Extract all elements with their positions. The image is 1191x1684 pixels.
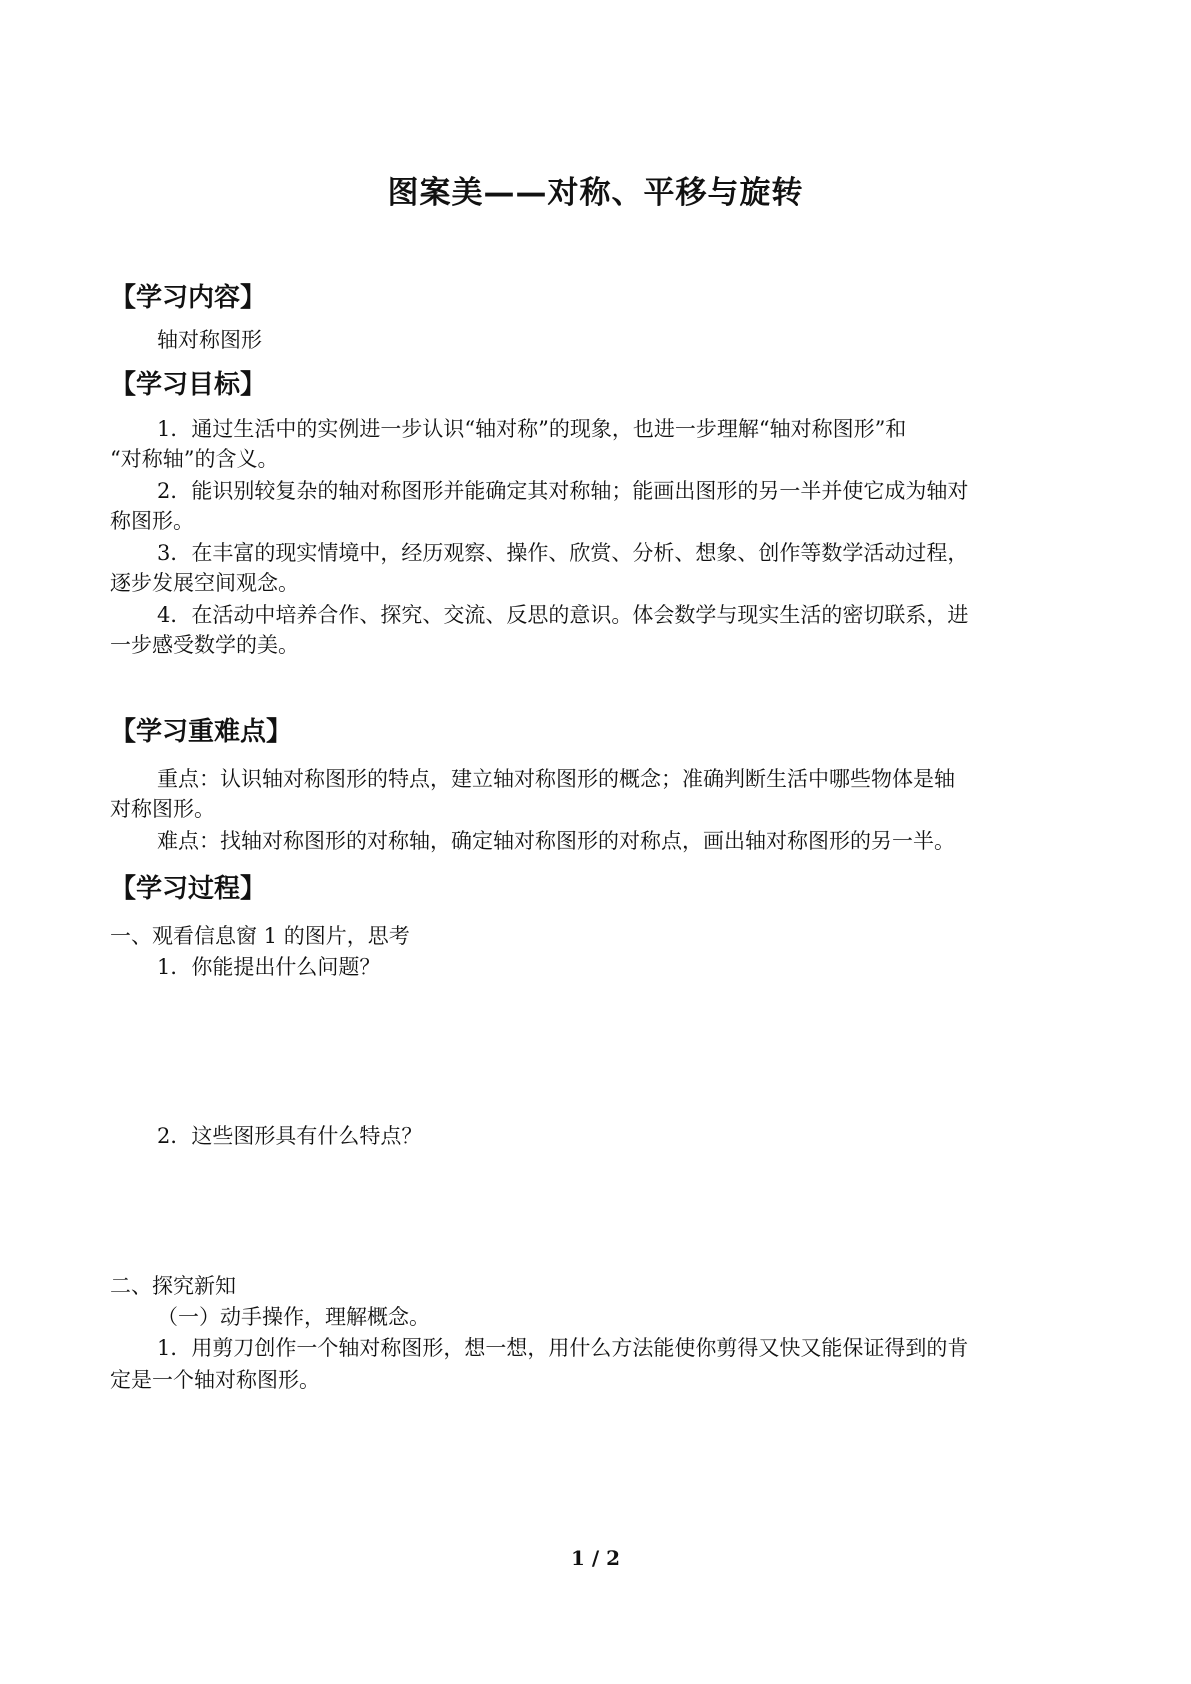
heading-learning-content: 【学习内容】 [110, 283, 267, 313]
key-point-line: 对称图形。 [110, 797, 215, 821]
part2-title: 二、探究新知 [110, 1274, 236, 1298]
difficulty-line: 难点：找轴对称图形的对称轴，确定轴对称图形的对称点，画出轴对称图形的另一半。 [157, 829, 955, 853]
goal-line: 称图形。 [110, 509, 194, 533]
goal-line: “对称轴”的含义。 [110, 447, 279, 471]
goal-line: 4．在活动中培养合作、探究、交流、反思的意识。体会数学与现实生活的密切联系，进 [157, 603, 969, 627]
heading-key-points: 【学习重难点】 [110, 717, 293, 747]
subsection-1: （一）动手操作，理解概念。 [157, 1305, 430, 1329]
key-point-line: 重点：认识轴对称图形的特点，建立轴对称图形的概念；准确判断生活中哪些物体是轴 [157, 767, 955, 791]
goal-line: 3．在丰富的现实情境中，经历观察、操作、欣赏、分析、想象、创作等数学活动过程， [157, 541, 969, 565]
goal-line: 逐步发展空间观念。 [110, 571, 299, 595]
task-1-line: 1．用剪刀创作一个轴对称图形，想一想，用什么方法能使你剪得又快又能保证得到的肯 [157, 1336, 969, 1360]
page-number: 1 / 2 [570, 1546, 621, 1570]
question-1: 1．你能提出什么问题？ [157, 955, 381, 979]
heading-learning-process: 【学习过程】 [110, 874, 267, 904]
goal-line: 一步感受数学的美。 [110, 633, 299, 657]
goal-line: 2．能识别较复杂的轴对称图形并能确定其对称轴；能画出图形的另一半并使它成为轴对 [157, 479, 969, 503]
document-title: 图案美——对称、平移与旋转 [387, 175, 804, 211]
question-2: 2．这些图形具有什么特点？ [157, 1124, 423, 1148]
learning-content-text: 轴对称图形 [157, 328, 262, 352]
goal-line: 1．通过生活中的实例进一步认识“轴对称”的现象，也进一步理解“轴对称图形”和 [157, 417, 907, 441]
task-1-line: 定是一个轴对称图形。 [110, 1368, 320, 1392]
heading-learning-goals: 【学习目标】 [110, 370, 267, 400]
part1-title: 一、观看信息窗 1 的图片，思考 [110, 924, 410, 948]
